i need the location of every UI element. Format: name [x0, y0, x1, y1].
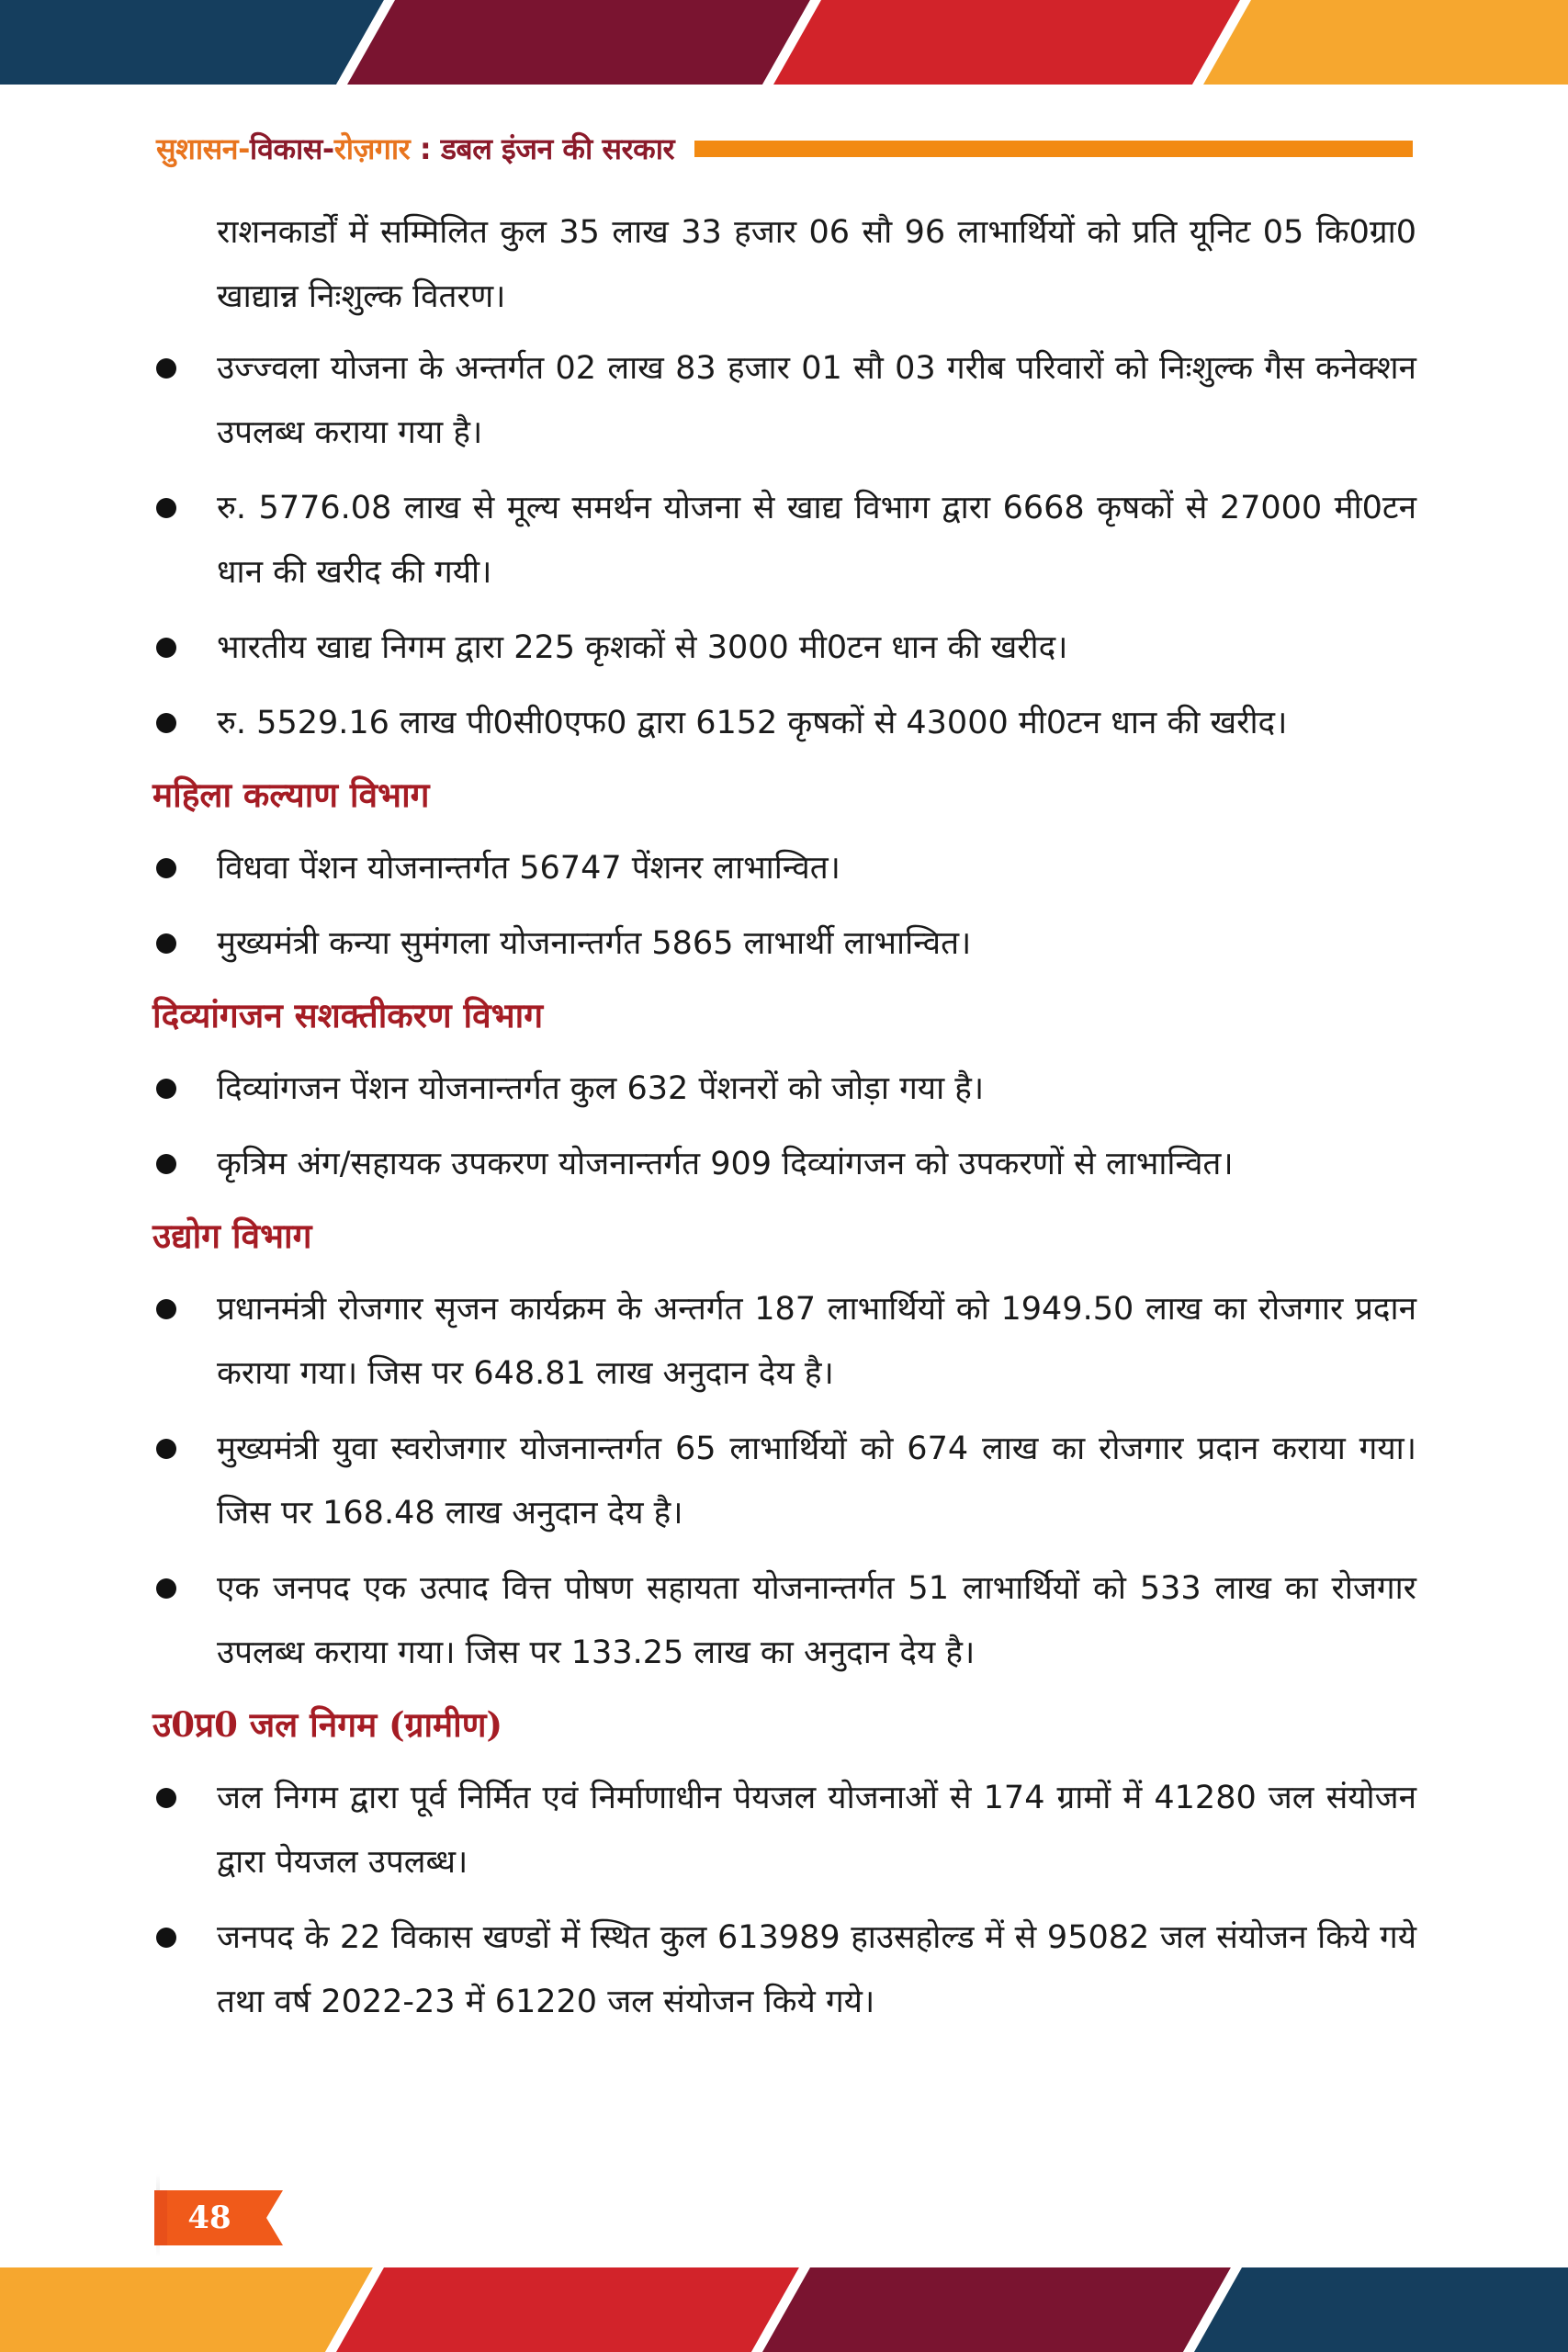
section-heading-industry: उद्योग विभाग — [152, 1216, 312, 1256]
page-content — [152, 200, 1416, 2045]
header-title — [156, 129, 674, 168]
running-header — [156, 127, 1413, 169]
bullet-icon — [156, 1299, 176, 1319]
bullet-icon — [156, 1154, 176, 1174]
bullet-icon — [156, 358, 176, 379]
header-rule — [694, 141, 1413, 157]
list-item-text: एक जनपद एक उत्पाद वित्त पोषण सहायता योजनान्तर्गत 51 लाभार्थियों को 533 लाख का रोजगार उपलब्ध कराया गया। जिस पर 133.25 लाख का अनुदान देय है। — [217, 1570, 1416, 1671]
intro-paragraph: राशनकार्डों में सम्मिलित कुल 35 लाख 33 हजार 06 सौ 96 लाभार्थियों को प्रति यूनिट 05 कि0ग्रा0 खाद्यान्न निःशुल्क वितरण। — [217, 214, 1416, 315]
list-item — [152, 691, 1416, 755]
bullet-icon — [156, 858, 176, 878]
list-item-text: कृत्रिम अंग/सहायक उपकरण योजनान्तर्गत 909 दिव्यांगजन को उपकरणों से लाभान्वित। — [217, 1146, 1234, 1182]
list-item-text: दिव्यांगजन पेंशन योजनान्तर्गत कुल 632 पेंशनरों को जोड़ा गया है। — [217, 1070, 985, 1107]
bullet-icon — [156, 1788, 176, 1808]
bullet-icon — [156, 498, 176, 518]
header-seg-double-engine: : डबल इंजन की सरकार — [410, 130, 675, 166]
list-item — [152, 1556, 1416, 1685]
list-item-text: प्रधानमंत्री रोजगार सृजन कार्यक्रम के अन्तर्गत 187 लाभार्थियों को 1949.50 लाख का रोजगार प्रदान कराया गया। जिस पर 648.81 लाख अनुदान देय है। — [217, 1291, 1416, 1392]
list-item — [152, 336, 1416, 465]
bullet-icon — [156, 1928, 176, 1948]
list-item — [152, 1132, 1416, 1196]
list-item-text: मुख्यमंत्री कन्या सुमंगला योजनान्तर्गत 5865 लाभार्थी लाभान्वित। — [217, 925, 972, 962]
header-seg-vikas: विकास- — [249, 130, 334, 166]
list-item — [152, 911, 1416, 976]
page-number-tab — [154, 2190, 292, 2245]
bullet-icon — [156, 713, 176, 733]
list-item — [152, 476, 1416, 605]
section-heading-divyangjan: दिव्यांगजन सशक्तीकरण विभाग — [152, 995, 544, 1035]
bullet-icon — [156, 1079, 176, 1099]
header-seg-rozgar: रोज़गार — [333, 130, 411, 166]
food-bullet-list — [152, 336, 1416, 755]
list-item — [152, 1766, 1416, 1894]
list-item — [152, 1057, 1416, 1121]
header-seg-sushasan: सुशासन- — [156, 130, 250, 166]
list-item-text: जनपद के 22 विकास खण्डों में स्थित कुल 613989 हाउसहोल्ड में से 95082 जल संयोजन किये गये तथा वर्ष 2022-23 में 61220 जल संयोजन किये गये। — [217, 1919, 1416, 2020]
top-decorative-band — [0, 0, 1568, 85]
bullet-icon — [156, 933, 176, 954]
bullet-icon — [156, 638, 176, 658]
bullet-icon — [156, 1439, 176, 1459]
bullet-icon — [156, 1578, 176, 1599]
list-item-text: मुख्यमंत्री युवा स्वरोजगार योजनान्तर्गत 65 लाभार्थियों को 674 लाख का रोजगार प्रदान कराया गया। जिस पर 168.48 लाख अनुदान देय है। — [217, 1430, 1416, 1532]
list-item-text: उज्ज्वला योजना के अन्तर्गत 02 लाख 83 हजार 01 सौ 03 गरीब परिवारों को निःशुल्क गैस कनेक्शन उपलब्ध कराया गया है। — [217, 350, 1416, 451]
list-item — [152, 616, 1416, 680]
section-heading-jal-nigam: उ0प्र0 जल निगम (ग्रामीण) — [152, 1704, 503, 1745]
list-item — [152, 836, 1416, 900]
list-item-text: रु. 5529.16 लाख पी0सी0एफ0 द्वारा 6152 कृषकों से 43000 मी0टन धान की खरीद। — [217, 705, 1288, 741]
list-item-text: जल निगम द्वारा पूर्व निर्मित एवं निर्माणाधीन पेयजल योजनाओं से 174 ग्रामों में 41280 जल संयोजन द्वारा पेयजल उपलब्ध। — [217, 1780, 1416, 1881]
bottom-decorative-band — [0, 2267, 1568, 2352]
section-heading-women-welfare: महिला कल्याण विभाग — [152, 775, 430, 815]
list-item-text: भारतीय खाद्य निगम द्वारा 225 कृशकों से 3000 मी0टन धान की खरीद। — [217, 629, 1068, 666]
list-item-text: रु. 5776.08 लाख से मूल्य समर्थन योजना से खाद्य विभाग द्वारा 6668 कृषकों से 27000 मी0टन धान की खरीद की गयी। — [217, 490, 1416, 591]
list-item — [152, 1277, 1416, 1406]
page-number: 48 — [187, 2199, 231, 2236]
list-item-text: विधवा पेंशन योजनान्तर्गत 56747 पेंशनर लाभान्वित। — [217, 850, 840, 887]
list-item — [152, 1905, 1416, 2034]
list-item — [152, 1417, 1416, 1545]
